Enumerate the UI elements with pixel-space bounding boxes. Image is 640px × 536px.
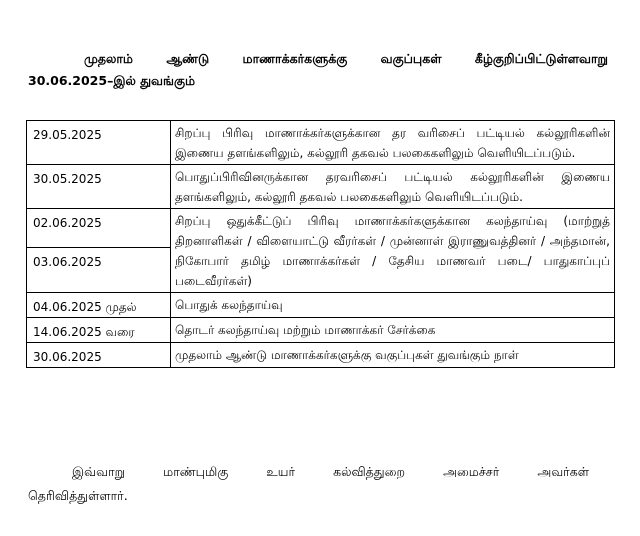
schedule-table	[26, 120, 615, 368]
schedule-date: 30.06.2025	[27, 343, 171, 368]
schedule-row	[27, 293, 615, 318]
heading-line-2: 30.06.2025–இல் துவங்கும்	[28, 73, 196, 88]
schedule-row	[27, 209, 615, 248]
schedule-description: பொதுக் கலந்தாய்வு	[171, 293, 615, 318]
schedule-date: 14.06.2025 வரை	[27, 318, 171, 343]
schedule-row	[27, 165, 615, 209]
schedule-row	[27, 121, 615, 165]
schedule-description: முதலாம் ஆண்டு மாணாக்கர்களுக்கு வகுப்புகள் துவங்கும் நாள்	[171, 343, 615, 368]
heading-line-1: முதலாம் ஆண்டு மாணாக்கர்களுக்கு வகுப்புகள் கீழ்குறிப்பிட்டுள்ளவாறு	[84, 51, 608, 66]
schedule-row	[27, 343, 615, 368]
schedule-row	[27, 318, 615, 343]
closing-paragraph	[28, 460, 589, 508]
schedule-description: பொதுப்பிரிவினருக்கான தரவரிசைப் பட்டியல் கல்லூரிகளின் இணைய தளங்களிலும், கல்லூரி தகவல் பலகைகளிலும் வெளியிடப்படும்.	[171, 165, 615, 209]
schedule-description: தொடர் கலந்தாய்வு மற்றும் மாணாக்கர் சேர்க்கை	[171, 318, 615, 343]
closing-line-1: இவ்வாறு மாண்புமிகு உயர் கல்வித்துறை அமைச்சர் அவர்கள்	[72, 464, 589, 479]
schedule-date: 30.05.2025	[27, 165, 171, 209]
document-heading	[28, 48, 608, 92]
schedule-date: 04.06.2025 முதல்	[27, 293, 171, 318]
schedule-date: 29.05.2025	[27, 121, 171, 165]
schedule-date: 02.06.2025	[27, 209, 171, 248]
schedule-description: சிறப்பு ஒதுக்கீட்டுப் பிரிவு மாணாக்கர்களுக்கான கலந்தாய்வு (மாற்றுத் திறனாளிகள் / விளையாட்டு வீரர்கள் / முன்னாள் இராணுவத்தினர் / அந்தமான், நிகோபார் தமிழ் மாணாக்கர்கள் / தேசிய மாணவர் படை/ பாதுகாப்புப் படைவீரர்கள்)	[171, 209, 615, 293]
schedule-description: சிறப்பு பிரிவு மாணாக்கர்களுக்கான தர வரிசைப் பட்டியல் கல்லூரிகளின் இணைய தளங்களிலும், கல்லூரி தகவல் பலகைகளிலும் வெளியிடப்படும்.	[171, 121, 615, 165]
closing-line-2: தெரிவித்துள்ளார்.	[28, 488, 128, 503]
schedule-date: 03.06.2025	[27, 248, 171, 293]
